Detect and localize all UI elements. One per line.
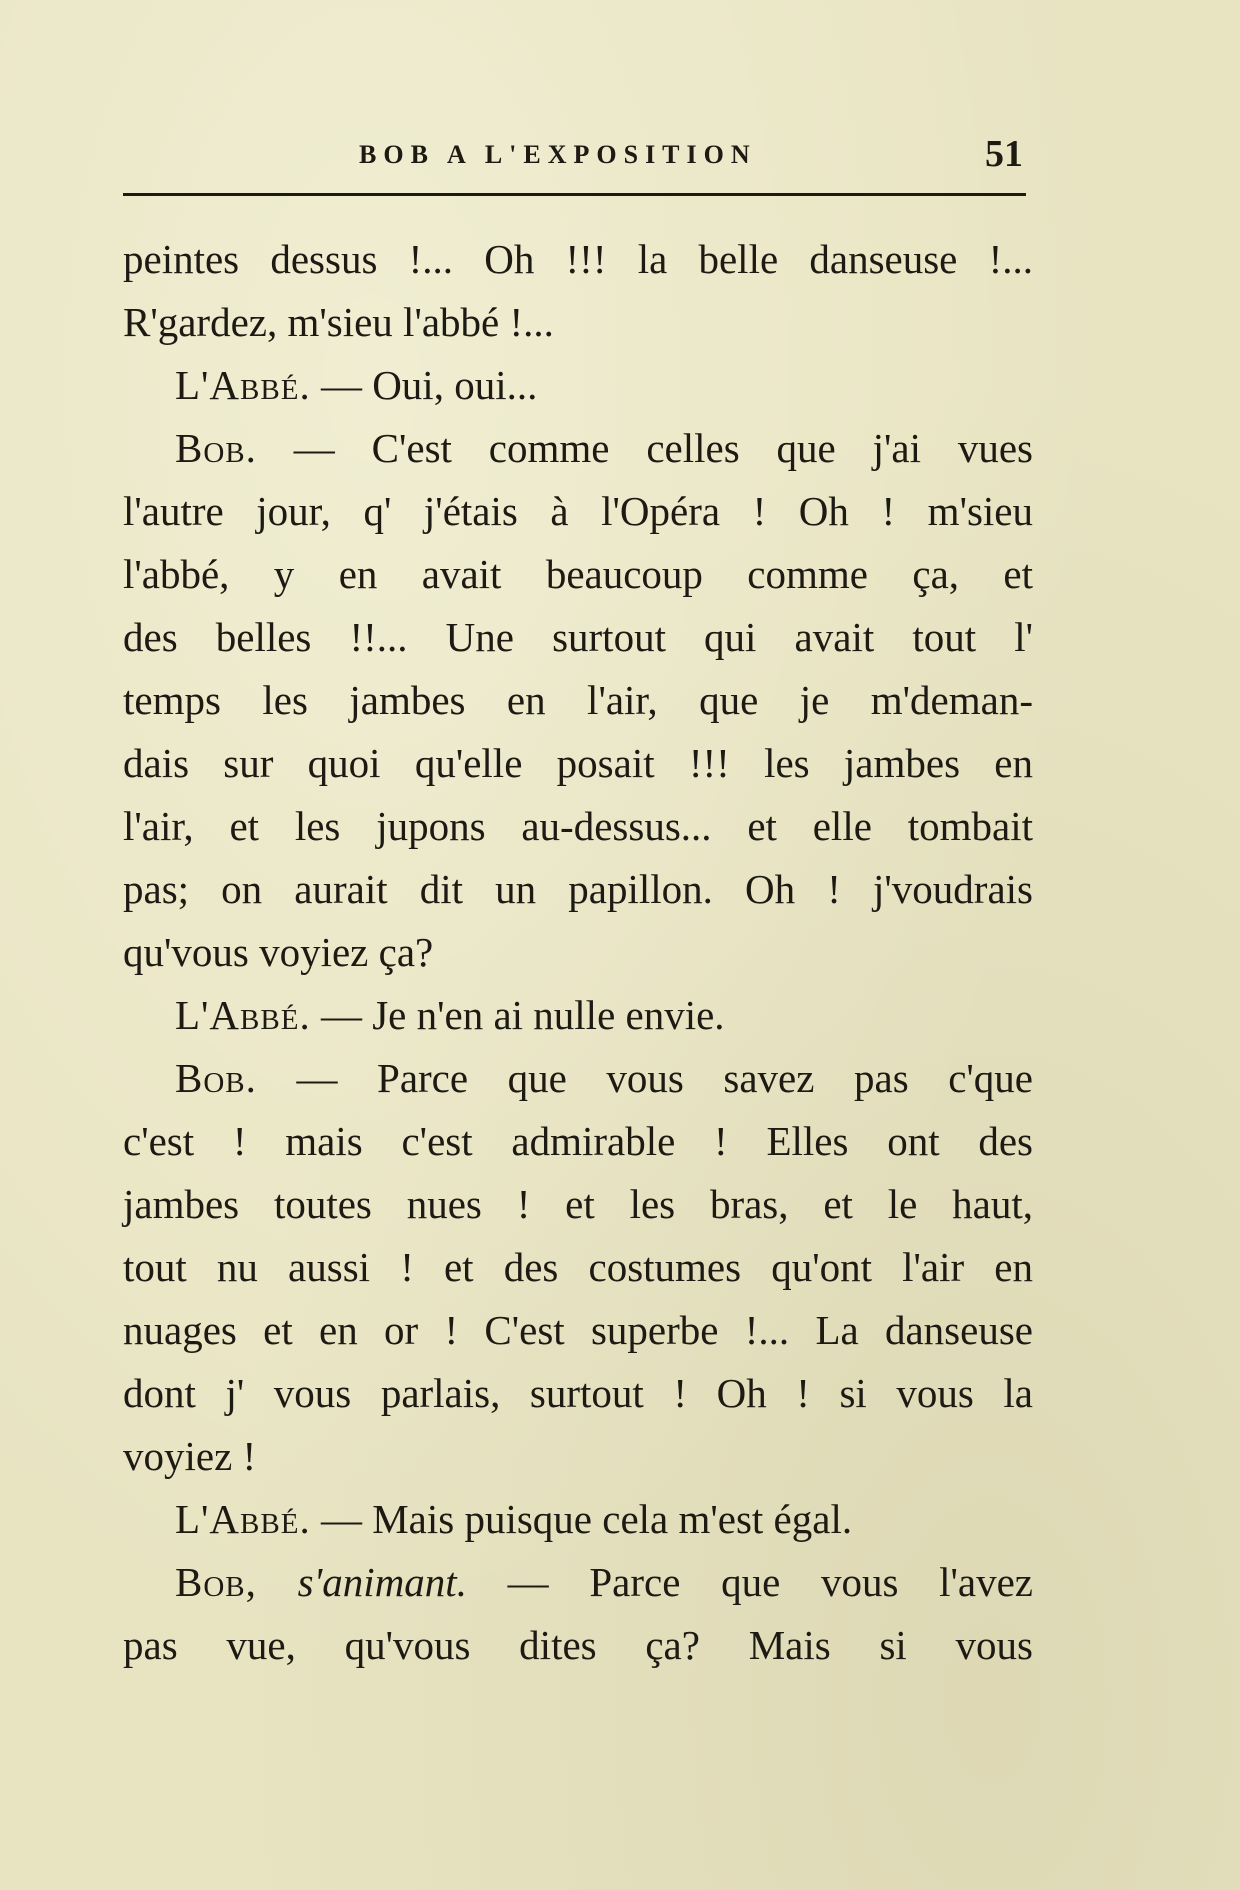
text-line	[123, 291, 1033, 354]
text-line	[123, 795, 1033, 858]
speaker-name: Bob.	[175, 1055, 257, 1101]
line-text: pas vue, qu'vous dites ça? Mais si vous	[123, 1622, 1033, 1668]
speaker-name: Bob,	[175, 1559, 257, 1605]
body-text	[123, 228, 1033, 1677]
text-line	[123, 480, 1033, 543]
line-text: pas; on aurait dit un papillon. Oh ! j'voudrais	[123, 866, 1033, 912]
stage-direction: s'animant.	[256, 1559, 467, 1605]
text-line	[123, 858, 1033, 921]
text-line	[123, 1488, 1033, 1551]
speaker-name: L'Abbé.	[175, 992, 311, 1038]
text-line	[123, 1299, 1033, 1362]
line-text: R'gardez, m'sieu l'abbé !...	[123, 299, 554, 345]
speaker-name: Bob.	[175, 425, 257, 471]
text-line	[123, 732, 1033, 795]
text-line	[123, 1362, 1033, 1425]
text-line	[123, 1614, 1033, 1677]
speaker-name: L'Abbé.	[175, 1496, 311, 1542]
line-text: c'est ! mais c'est admirable ! Elles ont des	[123, 1118, 1033, 1164]
line-text: l'air, et les jupons au-dessus... et elle tombait	[123, 803, 1033, 849]
text-line	[123, 1047, 1033, 1110]
text-line	[123, 228, 1033, 291]
page-header	[123, 132, 1023, 182]
line-text: dais sur quoi qu'elle posait !!! les jambes en	[123, 740, 1033, 786]
text-line	[123, 1173, 1033, 1236]
text-line	[123, 669, 1033, 732]
text-line	[123, 1551, 1033, 1614]
running-title: BOB A L'EXPOSITION	[359, 140, 757, 169]
line-text: — Oui, oui...	[310, 362, 538, 408]
line-text: — C'est comme celles que j'ai vues	[256, 425, 1033, 471]
text-line	[123, 1110, 1033, 1173]
line-text: — Parce que vous savez pas c'que	[256, 1055, 1033, 1101]
line-text: peintes dessus !... Oh !!! la belle danseuse !...	[123, 236, 1033, 282]
line-text: des belles !!... Une surtout qui avait tout l'	[123, 614, 1033, 660]
line-text: — Parce que vous l'avez	[466, 1559, 1033, 1605]
line-text: l'abbé, y en avait beaucoup comme ça, et	[123, 551, 1033, 597]
line-text: — Je n'en ai nulle envie.	[310, 992, 725, 1038]
text-line	[123, 921, 1033, 984]
line-text: voyiez !	[123, 1433, 257, 1479]
page-number: 51	[985, 133, 1023, 175]
speaker-name: L'Abbé.	[175, 362, 311, 408]
line-text: nuages et en or ! C'est superbe !... La danseuse	[123, 1307, 1033, 1353]
line-text: qu'vous voyiez ça?	[123, 929, 434, 975]
line-text: dont j' vous parlais, surtout ! Oh ! si vous la	[123, 1370, 1033, 1416]
line-text: l'autre jour, q' j'étais à l'Opéra ! Oh ! m'sieu	[123, 488, 1033, 534]
text-line	[123, 543, 1033, 606]
header-rule	[123, 193, 1026, 196]
line-text: — Mais puisque cela m'est égal.	[310, 1496, 853, 1542]
text-line	[123, 984, 1033, 1047]
text-line	[123, 606, 1033, 669]
text-line	[123, 417, 1033, 480]
text-line	[123, 1425, 1033, 1488]
line-text: temps les jambes en l'air, que je m'deman-	[123, 677, 1033, 723]
text-line	[123, 354, 1033, 417]
line-text: jambes toutes nues ! et les bras, et le haut,	[123, 1181, 1033, 1227]
text-line	[123, 1236, 1033, 1299]
line-text: tout nu aussi ! et des costumes qu'ont l'air en	[123, 1244, 1033, 1290]
